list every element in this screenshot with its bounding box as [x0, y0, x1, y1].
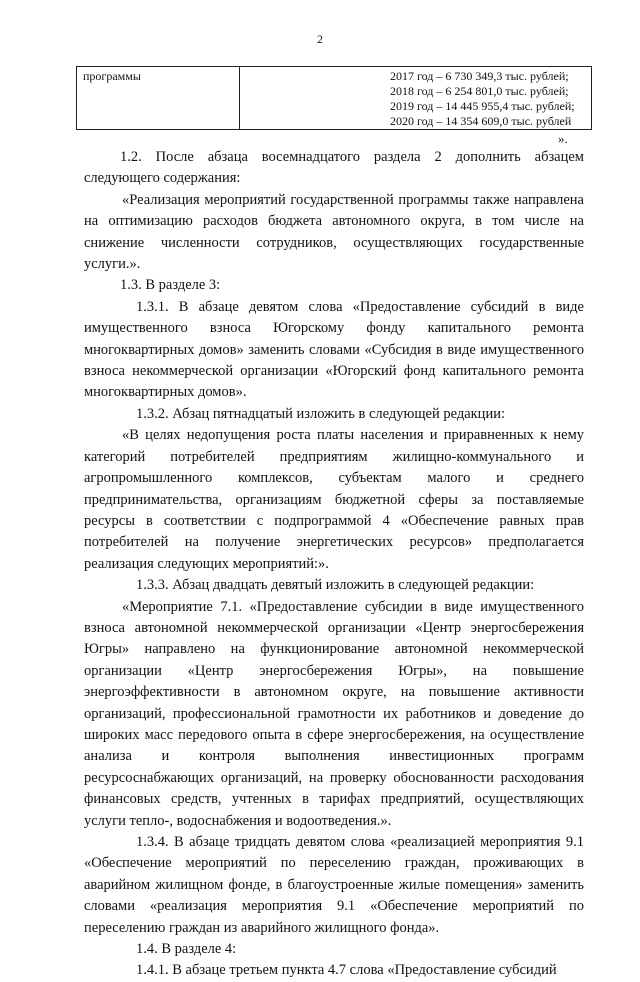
paragraph: 1.3. В разделе 3: [120, 277, 221, 294]
paragraph: 1.4. В разделе 4: [136, 941, 237, 958]
paragraph: «Мероприятие 7.1. «Предоставление субсидии в виде имущественного взноса автономной некоммерческой организации «Центр энергосбережения Югры» направлено на функционирование автономной некоммерческой организации «Центр энергосбережения Югры», на повышение энергоэффективности в автономном округе, на повышение активности организаций, профессиональной грамотности их работников и доведение до широких масс передового опыта в сфере энергосбережения, на осуществление анализа и контроля выполнения инвестиционных программ ресурсоснабжающих организаций, на проверку обоснованности расходования финансовых средств, учтенных в тарифах предприятий, осуществляющих услуги тепло-, водоснабжения и водоотведения.». [84, 598, 584, 829]
table-values-cell [240, 67, 592, 130]
paragraph: 1.3.2. Абзац пятнадцатый изложить в следующей редакции: [136, 405, 505, 422]
paragraph: «В целях недопущения роста платы населения и приравненных к нему категорий потребителей предприятиям жилищно-коммунального и агропромышленного комплексов, субъектам малого и среднего предпринимательства, организациям бюджетной сферы за поставляемые ресурсы в соответствии с подпрограммой 4 «Обеспечение равных прав потребителей на получение энергетических ресурсов» предполагается реализация следующих мероприятий:». [84, 427, 584, 572]
paragraph: «Реализация мероприятий государственной программы также направлена на оптимизацию расходов бюджета автономного округа, в том числе на снижение численности сотрудников, осуществляющих государственные услуги.». [84, 191, 584, 273]
paragraph: 1.2. После абзаца восемнадцатого раздела 2 дополнить абзацем следующего содержания: [84, 149, 584, 187]
table-label-cell: программы [77, 67, 240, 130]
paragraph: 1.3.4. В абзаце тридцать девятом слова «реализацией мероприятия 9.1 «Обеспечение мероприятий по переселению граждан, проживающих в аварийном жилищном фонде, в благоустроенные жилые помещения» заменить словами «реализация мероприятия 9.1 «Обеспечение мероприятий по переселению граждан из аварийного жилищного фонда». [84, 834, 584, 936]
paragraph: 1.4.1. В абзаце третьем пункта 4.7 слова «Предоставление субсидий [136, 962, 557, 979]
quote-closing: ». [558, 131, 568, 146]
table-value-line: 2017 год – 6 730 349,3 тыс. рублей; [390, 69, 569, 83]
table-row [77, 67, 592, 130]
paragraph: 1.3.3. Абзац двадцать девятый изложить в следующей редакции: [136, 577, 535, 594]
document-body [84, 147, 584, 982]
page-number: 2 [317, 32, 323, 46]
table-value-line: 2019 год – 14 445 955,4 тыс. рублей; [390, 99, 575, 113]
budget-table [76, 66, 592, 130]
paragraph: 1.3.1. В абзаце девятом слова «Предоставление субсидий в виде имущественного взноса Югорскому фонду капитального ремонта многоквартирных домов» заменить словами «Субсидия в виде имущественного взноса некоммерческой организации «Югорский фонд капитального ремонта многоквартирных домов». [84, 298, 584, 401]
table-value-line: 2018 год – 6 254 801,0 тыс. рублей; [390, 84, 569, 98]
table-value-line: 2020 год – 14 354 609,0 тыс. рублей [390, 114, 572, 128]
